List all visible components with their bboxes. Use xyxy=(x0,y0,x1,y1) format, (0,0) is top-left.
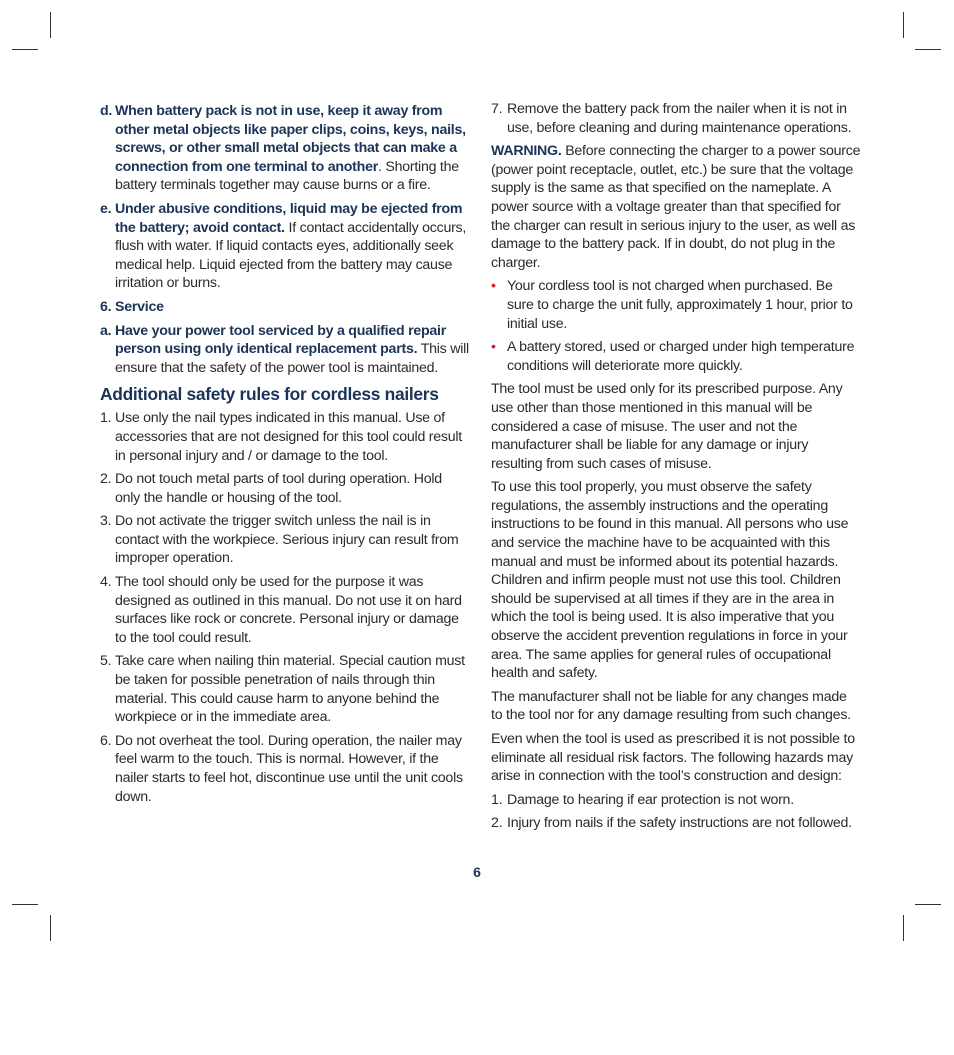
hazard-item xyxy=(491,791,861,810)
rule-text: Do not touch metal parts of tool during operation. Hold only the handle or housing of the tool. xyxy=(115,471,442,506)
hazard-item xyxy=(491,814,861,833)
service-heading: 6. Service xyxy=(100,298,164,315)
warning-label: WARNING. xyxy=(491,143,562,160)
warning-paragraph xyxy=(491,142,861,272)
paragraph: To use this tool properly, you must observe the safety regulations, the assembly instructions and the operating instructions to be found in this manual. All persons who use and service the machine have to be acquainted with this manual and must be informed about its potential hazards. Children and infirm people must not use this tool. Children should be supervised at all times if they are in the area in which the tool is being used. It is also imperative that you observe the accident prevention regulations in force in your area. The same applies for general rules of occupational health and safety. xyxy=(491,479,849,682)
left-column xyxy=(100,100,470,806)
page-number: 6 xyxy=(473,864,481,880)
rule-text: Do not overheat the tool. During operation, the nailer may feel warm to the touch. This is normal. However, if the nailer starts to feel hot, discontinue use until the unit cools down. xyxy=(115,732,463,805)
hazard-number: 2. xyxy=(491,815,503,832)
bullet-text: A battery stored, used or charged under high temperature conditions will deteriorate more quickly. xyxy=(507,339,855,374)
item-bold-text: Under abusive conditions, liquid may be ejected from the battery; avoid contact. xyxy=(115,200,463,236)
crop-mark xyxy=(50,915,51,941)
right-column xyxy=(491,100,861,833)
rule-number: 2. xyxy=(100,471,112,488)
rule-item xyxy=(100,652,470,726)
crop-mark xyxy=(12,904,38,905)
rule-number: 6. xyxy=(100,732,112,749)
crop-mark xyxy=(50,12,51,38)
rule-text: The tool should only be used for the purpose it was designed as outlined in this manual. Do not use it on hard surfaces like rock or concrete. Personal injury or damage to the tool could result. xyxy=(115,574,462,646)
item-bold-text: Have your power tool serviced by a qualified repair person using only identical replacement parts. xyxy=(115,322,447,358)
rule-text: Remove the battery pack from the nailer when it is not in use, before cleaning and during maintenance operations. xyxy=(507,101,852,136)
section-title: Additional safety rules for cordless nailers xyxy=(100,384,439,405)
rule-text: Do not activate the trigger switch unless the nail is in contact with the workpiece. Serious injury can result from improper operation. xyxy=(115,513,459,567)
crop-mark xyxy=(915,904,941,905)
item-label: a. xyxy=(100,322,112,339)
rule-item xyxy=(100,470,470,507)
rule-text: Use only the nail types indicated in this manual. Use of accessories that are not designed for this tool could result in personal injury and / or damage to the tool. xyxy=(115,410,462,464)
rule-number: 1. xyxy=(100,410,112,427)
rule-item xyxy=(100,573,470,647)
safety-item-a xyxy=(100,322,470,378)
safety-item-e xyxy=(100,200,470,293)
item-label: e. xyxy=(100,200,112,217)
rule-item xyxy=(100,512,470,568)
paragraph: The tool must be used only for its prescribed purpose. Any use other than those mentioned in this manual will be considered a case of misuse. The user and not the manufacturer shall be liable for any damage or injury resulting from such cases of misuse. xyxy=(491,381,843,472)
hazard-number: 1. xyxy=(491,791,503,808)
paragraph: Even when the tool is used as prescribed it is not possible to eliminate all residual risk factors. The following hazards may arise in connection with the tool’s construction and design: xyxy=(491,731,855,785)
bullet-text: Your cordless tool is not charged when purchased. Be sure to charge the unit fully, approximately 1 hour, prior to initial use. xyxy=(507,278,853,332)
item-label: d. xyxy=(100,103,113,119)
bullet-icon: • xyxy=(491,339,496,356)
rule-number: 3. xyxy=(100,513,112,530)
rule-item xyxy=(100,409,470,465)
item-bold-text: When battery pack is not in use, keep it away from other metal objects like paper clips, coins, keys, nails, screws, or other small metal objects that can make a connection from one terminal to another xyxy=(115,103,466,175)
rule-item xyxy=(100,732,470,806)
item-text: This will ensure that the safety of the power tool is maintained. xyxy=(115,341,469,376)
crop-mark xyxy=(12,49,38,50)
hazard-text: Injury from nails if the safety instructions are not followed. xyxy=(507,815,852,832)
warning-text: Before connecting the charger to a power source (power point receptacle, outlet, etc.) be sure that the voltage supply is the same as that specified on the nameplate. A power source with a voltage greater than that specified for the charger can result in serious injury to the user, as well as damage to the battery pack. If in doubt, do not plug in the charger. xyxy=(491,143,861,271)
bullet-item xyxy=(491,277,861,333)
bullet-icon: • xyxy=(491,278,496,295)
rule-item xyxy=(491,100,861,137)
bullet-item xyxy=(491,338,861,375)
rule-number: 7. xyxy=(491,101,503,117)
crop-mark xyxy=(903,915,904,941)
rule-text: Take care when nailing thin material. Special caution must be taken for possible penetration of nails through thin material. This could cause harm to anyone behind the workpiece or in the immediate area. xyxy=(115,653,465,726)
item-text: If contact accidentally occurs, flush with water. If liquid contacts eyes, additionally seek medical help. Liquid ejected from the battery may cause irritation or burns. xyxy=(115,219,467,292)
rule-number: 5. xyxy=(100,653,112,670)
item-text: . Shorting the battery terminals together may cause burns or a fire. xyxy=(115,158,459,194)
crop-mark xyxy=(903,12,904,38)
crop-mark xyxy=(915,49,941,50)
paragraph: The manufacturer shall not be liable for any changes made to the tool nor for any damage resulting from such changes. xyxy=(491,688,851,724)
hazard-text: Damage to hearing if ear protection is not worn. xyxy=(507,791,794,808)
safety-item-d xyxy=(100,102,470,195)
rule-number: 4. xyxy=(100,574,112,591)
